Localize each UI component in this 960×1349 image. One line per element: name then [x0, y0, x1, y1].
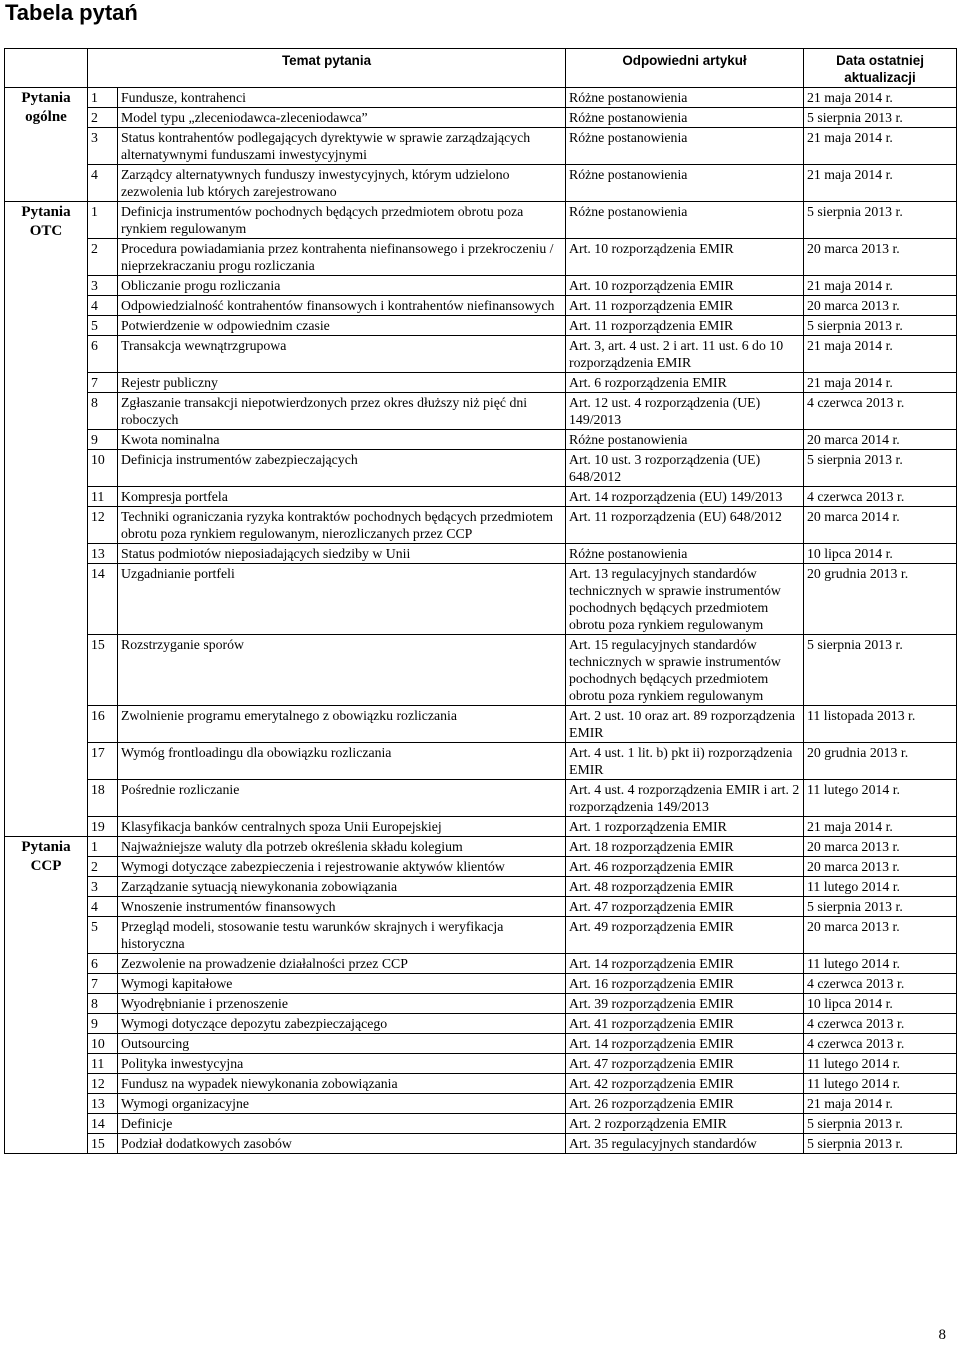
- row-article: Art. 13 regulacyjnych standardów technicznych w sprawie instrumentów pochodnych będących przedmiotem obrotu poza rynkiem regulowanym: [566, 564, 804, 635]
- row-article: Art. 4 ust. 1 lit. b) pkt ii) rozporządzenia EMIR: [566, 743, 804, 780]
- row-article: Art. 46 rozporządzenia EMIR: [566, 857, 804, 877]
- row-article: Art. 4 ust. 4 rozporządzenia EMIR i art. 2 rozporządzenia 149/2013: [566, 780, 804, 817]
- row-topic: Techniki ograniczania ryzyka kontraktów pochodnych będących przedmiotem obrotu poza rynkiem regulowanym, nierozliczanych przez CCP: [118, 507, 566, 544]
- row-topic: Transakcja wewnątrzgrupowa: [118, 336, 566, 373]
- row-date: 11 lutego 2014 r.: [804, 780, 957, 817]
- row-number: 16: [88, 706, 118, 743]
- row-number: 7: [88, 373, 118, 393]
- row-topic: Obliczanie progu rozliczania: [118, 276, 566, 296]
- row-article: Art. 48 rozporządzenia EMIR: [566, 877, 804, 897]
- row-article: Art. 14 rozporządzenia EMIR: [566, 1034, 804, 1054]
- row-article: Art. 6 rozporządzenia EMIR: [566, 373, 804, 393]
- row-article: Art. 42 rozporządzenia EMIR: [566, 1074, 804, 1094]
- row-number: 15: [88, 1134, 118, 1154]
- header-row: [5, 49, 957, 88]
- row-article: Art. 2 ust. 10 oraz art. 89 rozporządzenia EMIR: [566, 706, 804, 743]
- row-number: 19: [88, 817, 118, 837]
- row-number: 7: [88, 974, 118, 994]
- row-number: 8: [88, 393, 118, 430]
- row-number: 4: [88, 165, 118, 202]
- row-date: 11 lutego 2014 r.: [804, 954, 957, 974]
- row-article: Art. 14 rozporządzenia EMIR: [566, 954, 804, 974]
- row-number: 2: [88, 857, 118, 877]
- row-topic: Rejestr publiczny: [118, 373, 566, 393]
- row-article: Art. 16 rozporządzenia EMIR: [566, 974, 804, 994]
- row-topic: Definicja instrumentów zabezpieczających: [118, 450, 566, 487]
- row-date: 11 lutego 2014 r.: [804, 1074, 957, 1094]
- table-body: [5, 88, 957, 1154]
- row-topic: Wymogi dotyczące depozytu zabezpieczającego: [118, 1014, 566, 1034]
- row-topic: Status podmiotów nieposiadających siedziby w Unii: [118, 544, 566, 564]
- table-row: [5, 743, 957, 780]
- table-row: [5, 635, 957, 706]
- table-row: [5, 430, 957, 450]
- row-number: 9: [88, 1014, 118, 1034]
- row-date: 21 maja 2014 r.: [804, 165, 957, 202]
- row-article: Art. 11 rozporządzenia EMIR: [566, 296, 804, 316]
- table-row: [5, 1014, 957, 1034]
- row-article: Art. 11 rozporządzenia (EU) 648/2012: [566, 507, 804, 544]
- row-date: 20 marca 2013 r.: [804, 917, 957, 954]
- table-row: [5, 1094, 957, 1114]
- table-row: [5, 1134, 957, 1154]
- row-date: 5 sierpnia 2013 r.: [804, 450, 957, 487]
- row-date: 4 czerwca 2013 r.: [804, 974, 957, 994]
- row-number: 1: [88, 202, 118, 239]
- row-date: 11 lutego 2014 r.: [804, 1054, 957, 1074]
- row-date: 10 lipca 2014 r.: [804, 994, 957, 1014]
- row-number: 14: [88, 564, 118, 635]
- row-article: Różne postanowienia: [566, 88, 804, 108]
- row-number: 14: [88, 1114, 118, 1134]
- row-topic: Zarządzanie sytuacją niewykonania zobowiązania: [118, 877, 566, 897]
- header-topic: Temat pytania: [88, 49, 566, 88]
- row-date: 20 marca 2013 r.: [804, 857, 957, 877]
- row-topic: Zezwolenie na prowadzenie działalności przez CCP: [118, 954, 566, 974]
- row-article: Art. 12 ust. 4 rozporządzenia (UE) 149/2013: [566, 393, 804, 430]
- row-number: 4: [88, 897, 118, 917]
- row-date: 20 marca 2013 r.: [804, 296, 957, 316]
- row-article: Art. 26 rozporządzenia EMIR: [566, 1094, 804, 1114]
- row-topic: Zarządcy alternatywnych funduszy inwestycyjnych, którym udzielono zezwolenia lub których zarejestrowano: [118, 165, 566, 202]
- table-row: [5, 857, 957, 877]
- row-date: 5 sierpnia 2013 r.: [804, 202, 957, 239]
- row-date: 21 maja 2014 r.: [804, 817, 957, 837]
- row-topic: Status kontrahentów podlegających dyrektywie w sprawie zarządzających alternatywnymi funduszami inwestycyjnymi: [118, 128, 566, 165]
- row-date: 5 sierpnia 2013 r.: [804, 108, 957, 128]
- row-date: 5 sierpnia 2013 r.: [804, 316, 957, 336]
- table-row: [5, 780, 957, 817]
- row-topic: Fundusze, kontrahenci: [118, 88, 566, 108]
- row-article: Art. 41 rozporządzenia EMIR: [566, 1014, 804, 1034]
- row-topic: Zwolnienie programu emerytalnego z obowiązku rozliczania: [118, 706, 566, 743]
- group-label: Pytania CCP: [5, 837, 88, 1154]
- table-row: [5, 1034, 957, 1054]
- row-number: 13: [88, 1094, 118, 1114]
- row-article: Różne postanowienia: [566, 544, 804, 564]
- table-row: [5, 817, 957, 837]
- table-row: [5, 336, 957, 373]
- row-topic: Procedura powiadamiania przez kontrahenta niefinansowego i przekroczeniu / nieprzekraczaniu progu rozliczania: [118, 239, 566, 276]
- row-topic: Klasyfikacja banków centralnych spoza Unii Europejskiej: [118, 817, 566, 837]
- row-article: Art. 47 rozporządzenia EMIR: [566, 1054, 804, 1074]
- row-number: 10: [88, 1034, 118, 1054]
- row-number: 10: [88, 450, 118, 487]
- row-date: 4 czerwca 2013 r.: [804, 487, 957, 507]
- row-number: 3: [88, 877, 118, 897]
- table-row: [5, 239, 957, 276]
- row-date: 4 czerwca 2013 r.: [804, 1014, 957, 1034]
- table-row: [5, 544, 957, 564]
- table-row: [5, 276, 957, 296]
- page-title: Tabela pytań: [5, 0, 138, 25]
- table-row: [5, 373, 957, 393]
- row-topic: Fundusz na wypadek niewykonania zobowiązania: [118, 1074, 566, 1094]
- row-topic: Najważniejsze waluty dla potrzeb określenia składu kolegium: [118, 837, 566, 857]
- row-date: 4 czerwca 2013 r.: [804, 1034, 957, 1054]
- row-article: Różne postanowienia: [566, 128, 804, 165]
- table-row: [5, 393, 957, 430]
- row-number: 6: [88, 336, 118, 373]
- row-article: Art. 11 rozporządzenia EMIR: [566, 316, 804, 336]
- row-date: 4 czerwca 2013 r.: [804, 393, 957, 430]
- row-number: 1: [88, 88, 118, 108]
- row-article: Różne postanowienia: [566, 430, 804, 450]
- table-row: [5, 877, 957, 897]
- row-article: Art. 10 ust. 3 rozporządzenia (UE) 648/2012: [566, 450, 804, 487]
- table-row: [5, 165, 957, 202]
- table-row: [5, 128, 957, 165]
- row-date: 20 marca 2013 r.: [804, 837, 957, 857]
- row-number: 12: [88, 507, 118, 544]
- row-article: Art. 3, art. 4 ust. 2 i art. 11 ust. 6 do 10 rozporządzenia EMIR: [566, 336, 804, 373]
- group-label: Pytania OTC: [5, 202, 88, 837]
- row-topic: Odpowiedzialność kontrahentów finansowych i kontrahentów niefinansowych: [118, 296, 566, 316]
- row-date: 20 grudnia 2013 r.: [804, 564, 957, 635]
- row-topic: Definicja instrumentów pochodnych będących przedmiotem obrotu poza rynkiem regulowanym: [118, 202, 566, 239]
- table-row: [5, 954, 957, 974]
- row-topic: Model typu „zleceniodawca-zleceniodawca”: [118, 108, 566, 128]
- row-number: 17: [88, 743, 118, 780]
- row-article: Art. 1 rozporządzenia EMIR: [566, 817, 804, 837]
- row-article: Art. 14 rozporządzenia (EU) 149/2013: [566, 487, 804, 507]
- row-number: 3: [88, 128, 118, 165]
- row-topic: Podział dodatkowych zasobów: [118, 1134, 566, 1154]
- table-row: [5, 1074, 957, 1094]
- row-date: 21 maja 2014 r.: [804, 336, 957, 373]
- row-topic: Potwierdzenie w odpowiednim czasie: [118, 316, 566, 336]
- row-date: 11 lutego 2014 r.: [804, 877, 957, 897]
- row-date: 21 maja 2014 r.: [804, 373, 957, 393]
- row-number: 12: [88, 1074, 118, 1094]
- row-article: Art. 15 regulacyjnych standardów technicznych w sprawie instrumentów pochodnych będących przedmiotem obrotu poza rynkiem regulowanym: [566, 635, 804, 706]
- questions-table: [4, 48, 957, 1154]
- row-article: Różne postanowienia: [566, 108, 804, 128]
- row-number: 2: [88, 108, 118, 128]
- row-number: 18: [88, 780, 118, 817]
- table-row: [5, 837, 957, 857]
- row-topic: Polityka inwestycyjna: [118, 1054, 566, 1074]
- row-number: 1: [88, 837, 118, 857]
- row-date: 20 grudnia 2013 r.: [804, 743, 957, 780]
- table-row: [5, 897, 957, 917]
- table-row: [5, 296, 957, 316]
- table-row: [5, 507, 957, 544]
- row-number: 6: [88, 954, 118, 974]
- header-date: Data ostatniej aktualizacji: [804, 49, 957, 88]
- row-number: 3: [88, 276, 118, 296]
- row-topic: Kwota nominalna: [118, 430, 566, 450]
- row-date: 21 maja 2014 r.: [804, 276, 957, 296]
- table-row: [5, 917, 957, 954]
- row-date: 21 maja 2014 r.: [804, 88, 957, 108]
- row-date: 20 marca 2014 r.: [804, 430, 957, 450]
- row-number: 11: [88, 487, 118, 507]
- row-number: 2: [88, 239, 118, 276]
- row-date: 5 sierpnia 2013 r.: [804, 1114, 957, 1134]
- header-article: Odpowiedni artykuł: [566, 49, 804, 88]
- row-article: Art. 47 rozporządzenia EMIR: [566, 897, 804, 917]
- row-date: 5 sierpnia 2013 r.: [804, 635, 957, 706]
- row-topic: Uzgadnianie portfeli: [118, 564, 566, 635]
- row-date: 5 sierpnia 2013 r.: [804, 1134, 957, 1154]
- page-number: 8: [938, 1327, 946, 1343]
- table-row: [5, 994, 957, 1014]
- row-topic: Wymogi dotyczące zabezpieczenia i rejestrowanie aktywów klientów: [118, 857, 566, 877]
- table-row: [5, 88, 957, 108]
- row-number: 5: [88, 316, 118, 336]
- row-number: 11: [88, 1054, 118, 1074]
- row-number: 15: [88, 635, 118, 706]
- row-article: Art. 2 rozporządzenia EMIR: [566, 1114, 804, 1134]
- row-topic: Pośrednie rozliczanie: [118, 780, 566, 817]
- table-row: [5, 487, 957, 507]
- row-number: 9: [88, 430, 118, 450]
- table-row: [5, 564, 957, 635]
- row-topic: Wymogi organizacyjne: [118, 1094, 566, 1114]
- row-topic: Rozstrzyganie sporów: [118, 635, 566, 706]
- row-number: 13: [88, 544, 118, 564]
- row-article: Różne postanowienia: [566, 165, 804, 202]
- table-row: [5, 1114, 957, 1134]
- row-date: 21 maja 2014 r.: [804, 128, 957, 165]
- row-article: Art. 39 rozporządzenia EMIR: [566, 994, 804, 1014]
- row-date: 20 marca 2014 r.: [804, 507, 957, 544]
- row-date: 20 marca 2013 r.: [804, 239, 957, 276]
- row-number: 4: [88, 296, 118, 316]
- row-date: 5 sierpnia 2013 r.: [804, 897, 957, 917]
- row-number: 8: [88, 994, 118, 1014]
- table-row: [5, 1054, 957, 1074]
- header-empty-cell: [5, 49, 88, 88]
- row-article: Art. 49 rozporządzenia EMIR: [566, 917, 804, 954]
- table-row: [5, 316, 957, 336]
- group-label: Pytania ogólne: [5, 88, 88, 202]
- row-date: 11 listopada 2013 r.: [804, 706, 957, 743]
- table-row: [5, 202, 957, 239]
- row-article: Art. 35 regulacyjnych standardów: [566, 1134, 804, 1154]
- row-topic: Wymóg frontloadingu dla obowiązku rozliczania: [118, 743, 566, 780]
- row-article: Art. 18 rozporządzenia EMIR: [566, 837, 804, 857]
- table-row: [5, 706, 957, 743]
- row-topic: Definicje: [118, 1114, 566, 1134]
- row-article: Różne postanowienia: [566, 202, 804, 239]
- row-date: 21 maja 2014 r.: [804, 1094, 957, 1114]
- row-topic: Zgłaszanie transakcji niepotwierdzonych przez okres dłuższy niż pięć dni roboczych: [118, 393, 566, 430]
- row-topic: Wyodrębnianie i przenoszenie: [118, 994, 566, 1014]
- table-row: [5, 108, 957, 128]
- row-number: 5: [88, 917, 118, 954]
- row-article: Art. 10 rozporządzenia EMIR: [566, 276, 804, 296]
- table-row: [5, 450, 957, 487]
- row-topic: Wnoszenie instrumentów finansowych: [118, 897, 566, 917]
- row-article: Art. 10 rozporządzenia EMIR: [566, 239, 804, 276]
- row-topic: Przegląd modeli, stosowanie testu warunków skrajnych i weryfikacja historyczna: [118, 917, 566, 954]
- table-row: [5, 974, 957, 994]
- row-topic: Wymogi kapitałowe: [118, 974, 566, 994]
- row-topic: Kompresja portfela: [118, 487, 566, 507]
- row-topic: Outsourcing: [118, 1034, 566, 1054]
- row-date: 10 lipca 2014 r.: [804, 544, 957, 564]
